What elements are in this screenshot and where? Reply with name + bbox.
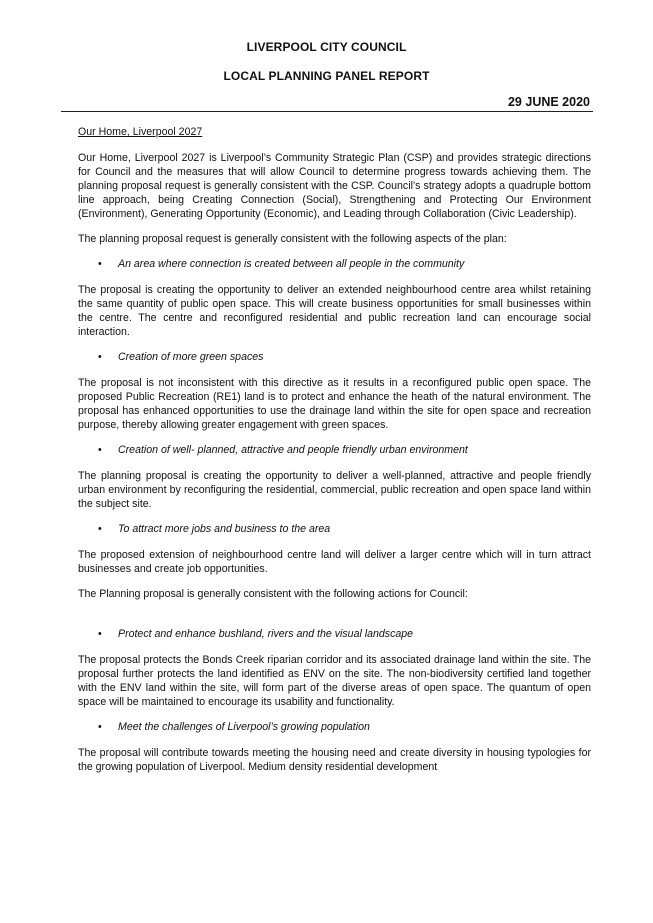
header-rule [61, 111, 593, 112]
actions-lead: The Planning proposal is generally consistent with the following actions for Council: [78, 588, 468, 600]
bullet-text: Meet the challenges of Liverpool’s growing population [118, 721, 370, 733]
item-paragraph: The planning proposal is creating the opportunity to deliver a well-planned, attractive and people friendly urban environment by reconfiguring the residential, commercial, public recreation and open space land within the subject site. [78, 470, 591, 510]
bullet-item [78, 522, 591, 536]
report-date: 29 JUNE 2020 [507, 95, 590, 109]
item-paragraph: The proposal is creating the opportunity to deliver an extended neighbourhood centre area whilst retaining the same quantity of public open space. This will create business opportunities for small businesses within the centre. The centre and reconfigured residential and public recreation land can encourage social interaction. [78, 284, 591, 338]
action-paragraph: The proposal protects the Bonds Creek riparian corridor and its associated drainage land within the site. The proposal further protects the land identified as ENV on the site. The non-biodiversity certified land together with the ENV land within the site, will form part of the diverse areas of open space. The quantum of open space will be maintained to encourage its usability and functionality. [78, 654, 591, 708]
bullet-text: Creation of more green spaces [118, 351, 264, 363]
bullet-text: Protect and enhance bushland, rivers and the visual landscape [118, 628, 414, 640]
bullet-item [78, 257, 591, 271]
bullet-dot: • [98, 444, 102, 456]
bullet-item [78, 720, 591, 734]
item-paragraph: The proposed extension of neighbourhood centre land will deliver a larger centre which will in turn attract businesses and create job opportunities. [78, 549, 591, 575]
bullet-dot: • [98, 628, 102, 640]
org-title: LIVERPOOL CITY COUNCIL [246, 40, 407, 54]
item-paragraph: The proposal is not inconsistent with this directive as it results in a reconfigured public open space. The proposed Public Recreation (RE1) land is to protect and enhance the heath of the natural environment. The proposal has enhanced opportunities to use the drainage land within the site for open space and recreation purpose, thereby allowing greater engagement with green spaces. [78, 377, 591, 431]
bullet-item [78, 443, 591, 457]
bullet-dot: • [98, 721, 102, 733]
bullet-item [78, 350, 591, 364]
report-body [78, 125, 591, 785]
action-paragraph: The proposal will contribute towards meeting the housing need and create diversity in housing typologies for the growing population of Liverpool. Medium density residential development [78, 747, 591, 773]
intro-paragraph: Our Home, Liverpool 2027 is Liverpool’s Community Strategic Plan (CSP) and provides strategic directions for Council and the measures that will allow Council to determine progress towards achieving them. The planning proposal request is generally consistent with the CSP. Council’s strategy adopts a quadruple bottom line approach, being Creating Connection (Social), Strengthening and Protecting Our Environment (Environment), Generating Opportunity (Economic), and Leading through Collaboration (Civic Leadership). [78, 152, 591, 220]
bullet-text: An area where connection is created between all people in the community [118, 258, 465, 270]
bullet-dot: • [98, 351, 102, 363]
section-title: Our Home, Liverpool 2027 [78, 126, 203, 138]
report-title: LOCAL PLANNING PANEL REPORT [223, 69, 430, 83]
bullet-text: To attract more jobs and business to the area [118, 523, 331, 535]
aspects-lead: The planning proposal request is generally consistent with the following aspects of the plan: [78, 233, 507, 245]
bullet-text: Creation of well- planned, attractive and people friendly urban environment [118, 444, 468, 456]
bullet-dot: • [98, 258, 102, 270]
bullet-item [78, 627, 591, 641]
bullet-dot: • [98, 523, 102, 535]
